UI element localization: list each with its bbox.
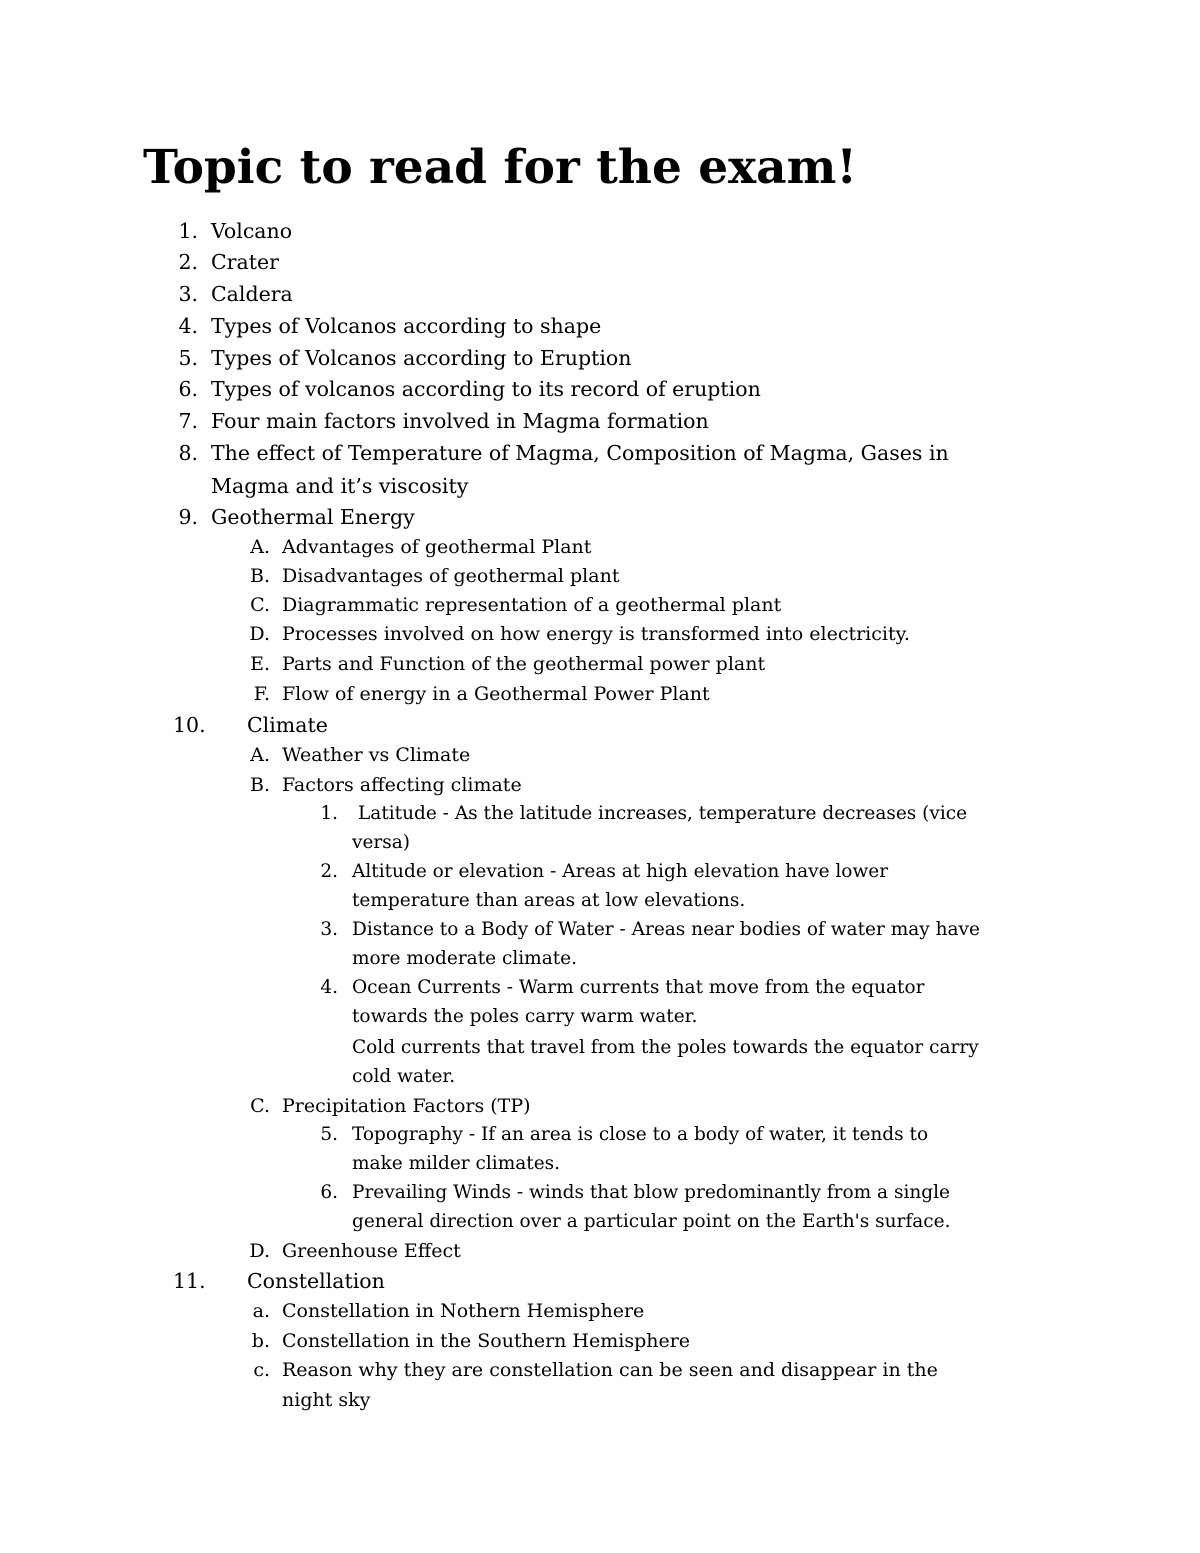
sub-sub-item-continuation: more moderate climate.	[352, 948, 577, 969]
sub-sub-item-number: 1.	[320, 803, 338, 824]
item-number: 10.	[173, 713, 206, 737]
sub-item-letter: C.	[250, 594, 270, 616]
sub-item: Precipitation Factors (TP)	[282, 1095, 531, 1117]
sub-sub-item-continuation: general direction over a particular point on the Earth's surface.	[352, 1211, 951, 1232]
sub-item: Diagrammatic representation of a geothermal plant	[282, 594, 782, 616]
sub-item: Factors affecting climate	[282, 774, 522, 796]
sub-item: Advantages of geothermal Plant	[282, 536, 592, 558]
item-number: 3.	[178, 282, 198, 306]
list-item-caldera: Caldera	[211, 282, 293, 306]
sub-item: Greenhouse Effect	[282, 1240, 461, 1262]
item-number: 7.	[178, 409, 198, 433]
sub-sub-item-number: 6.	[320, 1182, 338, 1203]
item-number: 4.	[178, 314, 198, 338]
sub-item-letter: E.	[250, 653, 270, 675]
item-number: 5.	[178, 346, 198, 370]
list-item-constellation: Constellation	[247, 1269, 385, 1293]
sub-item-letter: F.	[253, 683, 270, 705]
sub-sub-item-number: 2.	[320, 861, 338, 882]
sub-sub-item-number: 5.	[320, 1124, 338, 1145]
sub-sub-item-number: 3.	[320, 919, 338, 940]
item-number: 11.	[173, 1269, 206, 1293]
sub-sub-item-continuation: Cold currents that travel from the poles towards the equator carry	[352, 1037, 979, 1058]
sub-item: Constellation in the Southern Hemisphere	[282, 1330, 691, 1352]
sub-item: Reason why they are constellation can be seen and disappear in the	[282, 1359, 938, 1381]
sub-sub-item-number: 4.	[320, 977, 338, 998]
sub-sub-item: Distance to a Body of Water - Areas near bodies of water may have	[352, 919, 980, 940]
list-item-climate: Climate	[247, 713, 328, 737]
sub-item-letter: D.	[249, 623, 270, 645]
item-number: 9.	[178, 505, 198, 529]
list-item-crater: Crater	[211, 250, 279, 274]
list-item-geothermal-energy: Geothermal Energy	[211, 505, 415, 529]
sub-sub-item-continuation: temperature than areas at low elevations.	[352, 890, 746, 911]
sub-sub-item-continuation: make milder climates.	[352, 1153, 561, 1174]
sub-sub-item: Prevailing Winds - winds that blow predominantly from a single	[352, 1182, 950, 1203]
sub-item-letter: B.	[249, 565, 270, 587]
list-item: Types of volcanos according to its record of eruption	[211, 377, 761, 401]
sub-item-continuation: night sky	[282, 1389, 371, 1411]
sub-item-letter: b.	[251, 1330, 270, 1352]
sub-item: Weather vs Climate	[282, 744, 471, 766]
list-item: Four main factors involved in Magma formation	[211, 409, 709, 433]
sub-sub-item-continuation: towards the poles carry warm water.	[352, 1006, 698, 1027]
sub-sub-item-continuation: cold water.	[352, 1066, 456, 1087]
list-item-volcano: Volcano	[211, 219, 293, 243]
sub-item: Constellation in Nothern Hemisphere	[282, 1300, 645, 1322]
sub-item-letter: D.	[249, 1240, 270, 1262]
sub-sub-item: Latitude - As the latitude increases, temperature decreases (vice	[358, 803, 968, 824]
page-title: Topic to read for the exam!	[143, 140, 857, 195]
sub-item-letter: a.	[252, 1300, 270, 1322]
sub-sub-item: Altitude or elevation - Areas at high elevation have lower	[352, 861, 889, 882]
sub-item-letter: B.	[249, 774, 270, 796]
item-number: 8.	[178, 441, 198, 465]
sub-item: Flow of energy in a Geothermal Power Plant	[282, 683, 710, 705]
sub-sub-item-continuation: versa)	[352, 832, 410, 853]
list-item: Types of Volcanos according to shape	[211, 314, 602, 338]
list-item: Types of Volcanos according to Eruption	[211, 346, 632, 370]
sub-sub-item: Ocean Currents - Warm currents that move from the equator	[352, 977, 925, 998]
list-item: The effect of Temperature of Magma, Composition of Magma, Gases in	[211, 441, 949, 465]
sub-item: Processes involved on how energy is transformed into electricity.	[282, 623, 910, 645]
sub-item-letter: A.	[250, 536, 270, 558]
sub-item-letter: A.	[250, 744, 270, 766]
item-number: 1.	[178, 219, 198, 243]
sub-sub-item: Topography - If an area is close to a body of water, it tends to	[352, 1124, 929, 1145]
sub-item-letter: C.	[250, 1095, 270, 1117]
list-item-continuation: Magma and it’s viscosity	[211, 474, 469, 498]
item-number: 6.	[178, 377, 198, 401]
sub-item: Parts and Function of the geothermal power plant	[282, 653, 766, 675]
sub-item: Disadvantages of geothermal plant	[282, 565, 620, 587]
sub-item-letter: c.	[253, 1359, 270, 1381]
item-number: 2.	[178, 250, 198, 274]
